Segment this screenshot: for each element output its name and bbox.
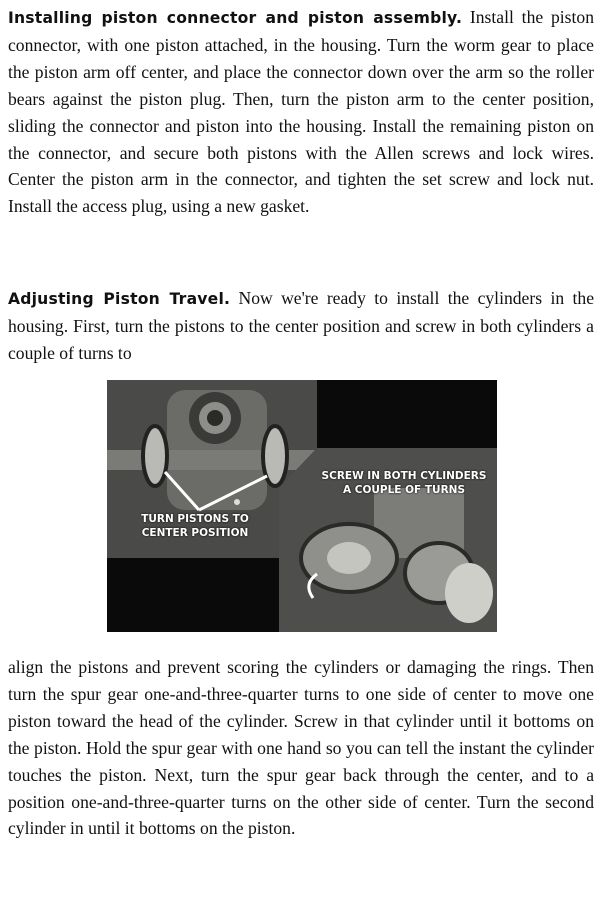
section-heading-adjusting-piston-travel: Adjusting Piston Travel.	[8, 290, 231, 308]
paragraph-adjusting-piston-travel	[8, 285, 594, 367]
section-heading-installing-piston-connector: Installing piston connector and piston assembly.	[8, 9, 463, 27]
paragraph-body: Now we're ready to install the cylinders in the housing. First, turn the pistons to the center position and screw in both cylinders a couple of turns to	[8, 288, 595, 363]
paragraph-body: align the pistons and prevent scoring the cylinders or damaging the rings. Then turn the spur gear one-and-three-quarter turns to one side of center to move one piston toward the head of the cylinder. Screw in that cylinder until it bottoms on the piston. Hold the spur gear with one hand so you can tell the instant the cylinder touches the piston. Next, turn the spur gear back through the center, and to a position one-and-three-quarter turns on the other side of center. Turn the second cylinder in until it bottoms on the piston.	[8, 657, 594, 839]
caption-turn-pistons: TURN PISTONS TO CENTER POSITION	[141, 513, 249, 539]
paragraph-align-pistons	[8, 654, 594, 842]
black-panel-bottom	[107, 558, 279, 632]
housing-bolt	[234, 499, 240, 505]
hand	[445, 563, 493, 623]
paragraph-body: Install the piston connector, with one piston attached, in the housing. Turn the worm gear to place the piston arm off center, and place the connector down over the arm so the roller bears against the piston plug. Then, turn the piston arm to the center position, sliding the connector and piston into the housing. Install the remaining piston on the connector, and secure both pistons with the Allen screws and lock wires. Center the piston arm in the connector, and tighten the set screw and lock nut. Install the access plug, using a new gasket.	[8, 7, 594, 217]
left-cylinder-piston	[327, 542, 371, 574]
caption-screw-cylinders: SCREW IN BOTH CYLINDERS A COUPLE OF TURNS	[321, 470, 487, 496]
black-panel-top	[317, 380, 497, 448]
housing-port-inner	[207, 410, 223, 426]
piston-photo-figure	[107, 380, 497, 632]
left-piston	[143, 426, 167, 486]
paragraph-installing-piston-connector	[8, 4, 594, 220]
